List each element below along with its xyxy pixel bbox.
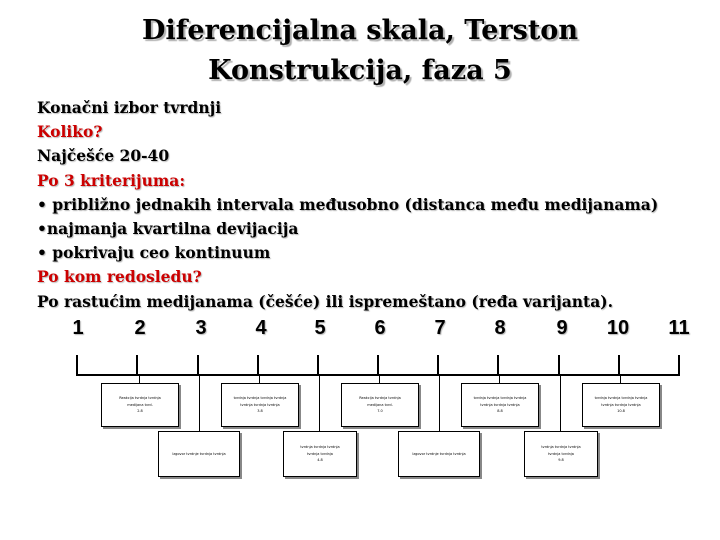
scale-tick — [678, 355, 680, 375]
text-line: Po 3 kriterijuma: — [37, 170, 186, 190]
scale-tick — [257, 355, 259, 375]
slide-title-line-2: Konstrukcija, faza 5 — [208, 55, 512, 86]
scale-tick — [136, 355, 138, 375]
scale-label-7: 7 — [434, 317, 446, 339]
box-text-2: tvrdnja tvrdnja tvrdnja — [240, 402, 280, 407]
statement-box — [398, 431, 480, 477]
scale-tick — [377, 355, 379, 375]
box-connector — [499, 376, 500, 383]
scale-label-4: 4 — [255, 317, 267, 339]
box-connector — [319, 376, 320, 431]
scale-label-10: 10 — [606, 317, 630, 339]
box-text-1: tvrdnja tvrdnja tvrdnja — [300, 445, 340, 450]
scale-label-6: 6 — [374, 317, 386, 339]
box-text-1: tvrdnja tvrdnja tvrdnja tvrdnja — [233, 396, 287, 401]
scale-label-1: 1 — [72, 317, 84, 339]
box-connector — [620, 376, 621, 383]
box-text-2: tvrdnja tvrdnja — [307, 451, 333, 456]
text-line: Po rastućim medijanama (češće) ili ispremeštano (ređa varijanta). — [37, 291, 613, 311]
slide-title-line-1: Diferencijalna skala, Terston — [142, 15, 578, 46]
scale-label-9: 9 — [556, 317, 568, 339]
box-text-1: Reakcija tvrdnja tvrdnja — [359, 396, 401, 401]
statement-box — [101, 383, 179, 427]
box-text-1: Izgovor tvrdnje tvrdnja tvrdnja — [412, 451, 466, 456]
box-median: 10.8 — [617, 409, 625, 414]
scale-tick — [437, 355, 439, 375]
scale-tick — [317, 355, 319, 375]
statement-box — [283, 431, 357, 477]
box-median: 2.8 — [137, 409, 143, 414]
statement-box — [524, 431, 598, 477]
scale-tick — [558, 355, 560, 375]
box-connector — [439, 376, 440, 431]
box-connector — [560, 376, 561, 431]
box-text-1: Izgovor tvrdnje tvrdnja tvrdnja — [172, 451, 226, 456]
box-text-2: medijana tvrd. — [367, 402, 393, 407]
statement-box — [461, 383, 539, 427]
scale-label-5: 5 — [314, 317, 326, 339]
box-median: 7.0 — [377, 409, 383, 414]
box-connector — [199, 376, 200, 431]
box-connector — [259, 376, 260, 383]
scale-tick — [76, 355, 78, 375]
scale-label-8: 8 — [494, 317, 506, 339]
statement-box — [341, 383, 419, 427]
box-text-1: tvrdnja tvrdnja tvrdnja — [541, 445, 581, 450]
scale-label-11: 11 — [668, 317, 690, 339]
box-text-2: tvrdnja tvrdnja — [548, 451, 574, 456]
box-connector — [139, 376, 140, 383]
box-text-2: medijana tvrd. — [127, 402, 153, 407]
text-line: Koliko? — [37, 122, 103, 142]
scale-tick — [618, 355, 620, 375]
box-text-1: tvrdnja tvrdnja tvrdnja tvrdnja — [594, 396, 648, 401]
text-line: • približno jednakih intervala međusobno (distanca među medijanama) — [37, 194, 659, 214]
bullet-list — [37, 96, 717, 314]
box-text-1: tvrdnja tvrdnja tvrdnja tvrdnja — [473, 396, 527, 401]
statement-box — [158, 431, 240, 477]
scale-label-3: 3 — [195, 317, 207, 339]
box-text-2: tvrdnja tvrdnja tvrdnja — [480, 402, 520, 407]
box-text-1: Reakcija tvrdnja tvrdnja — [119, 396, 161, 401]
box-text-2: tvrdnja tvrdnja tvrdnja — [601, 402, 641, 407]
scale-tick — [197, 355, 199, 375]
box-connector — [379, 376, 380, 383]
text-line: • pokrivaju ceo kontinuum — [37, 243, 271, 263]
statement-box — [221, 383, 299, 427]
box-median: 8.8 — [497, 409, 503, 414]
scale-label-2: 2 — [134, 317, 146, 339]
box-median: 9.8 — [558, 458, 564, 463]
text-line: •najmanja kvartilna devijacija — [37, 219, 299, 239]
statement-box — [582, 383, 660, 427]
text-line: Konačni izbor tvrdnji — [37, 98, 222, 117]
text-line: Po kom redosledu? — [37, 267, 202, 287]
box-median: 3.8 — [257, 409, 263, 414]
box-median: 4.8 — [317, 458, 323, 463]
scale-tick — [497, 355, 499, 375]
text-line: Najčešće 20-40 — [37, 146, 170, 166]
